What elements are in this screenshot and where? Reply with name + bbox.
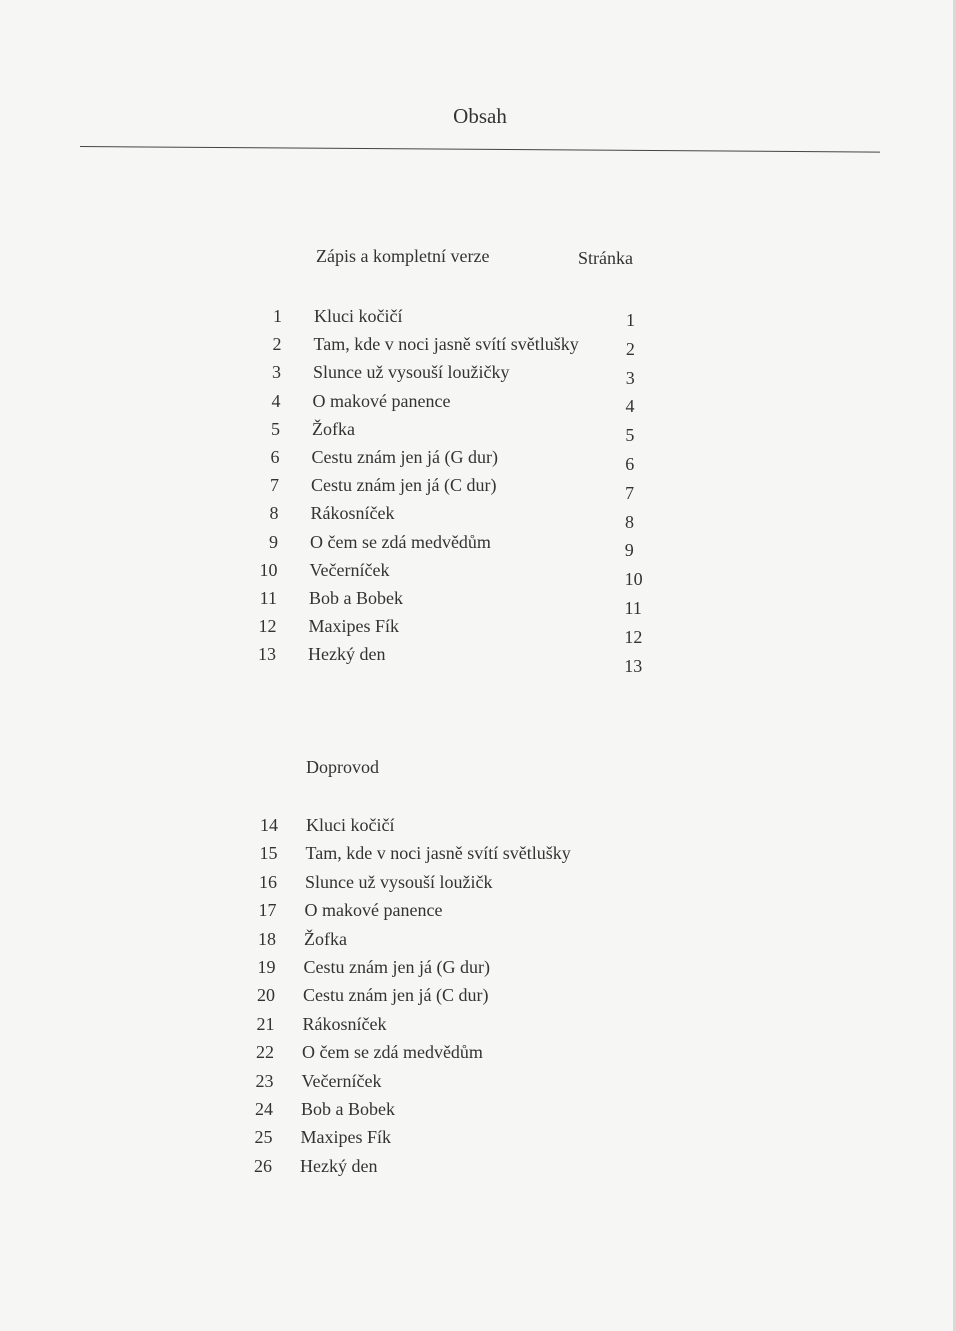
toc-row	[0, 1154, 956, 1178]
toc-row-title: Hezký den	[308, 644, 386, 665]
toc-row-title: Kluci kočičí	[306, 815, 395, 835]
toc-row-number: 11	[259, 588, 277, 608]
toc-row-page: 4	[625, 396, 635, 417]
toc-row-page: 12	[624, 626, 643, 647]
toc-row-number: 15	[259, 843, 278, 864]
toc-row-title: Bob a Bobek	[301, 1099, 395, 1119]
page-column-heading: Stránka	[578, 248, 633, 268]
toc-row-title: Slunce už vysouší loužičk	[305, 871, 493, 892]
toc-row-title: Cestu znám jen já (C dur)	[303, 985, 489, 1006]
toc-row	[0, 955, 956, 979]
section-heading-notation: Zápis a kompletní verze	[316, 246, 490, 266]
toc-row-number: 22	[256, 1042, 274, 1063]
toc-row-number: 7	[270, 475, 279, 496]
toc-row-number: 23	[255, 1070, 274, 1091]
toc-row-title: O makové panence	[312, 390, 451, 411]
toc-row-number: 16	[259, 871, 277, 892]
toc-row-title: Cestu znám jen já (C dur)	[311, 475, 497, 496]
toc-row	[0, 898, 956, 922]
toc-row-page: 1	[626, 310, 635, 330]
toc-row-number: 14	[260, 815, 278, 835]
toc-row-number: 13	[258, 644, 276, 665]
toc-row-page: 11	[624, 598, 642, 618]
toc-row-number: 9	[269, 531, 278, 552]
toc-row-number: 24	[255, 1099, 273, 1119]
toc-row-page: 8	[624, 511, 634, 532]
toc-row-page: 3	[625, 367, 635, 388]
toc-row-title: Večerníček	[309, 559, 390, 580]
toc-row-title: O makové panence	[304, 900, 443, 921]
toc-row	[0, 1012, 956, 1036]
toc-row-page: 9	[624, 540, 634, 561]
toc-row	[0, 983, 956, 1007]
toc-row	[0, 841, 956, 865]
page-title: Obsah	[453, 104, 507, 128]
toc-row-number: 8	[269, 503, 279, 524]
toc-row	[0, 1069, 956, 1093]
toc-row-number: 20	[257, 985, 275, 1006]
toc-row-title: O čem se zdá medvědům	[310, 531, 491, 552]
toc-row-title: Maxipes Fík	[300, 1127, 392, 1148]
toc-row-number: 1	[273, 306, 282, 326]
toc-row-number: 12	[258, 616, 277, 637]
toc-row	[0, 1125, 956, 1149]
toc-row-number: 4	[271, 390, 281, 411]
toc-row	[0, 927, 956, 951]
toc-row-title: O čem se zdá medvědům	[302, 1042, 483, 1063]
toc-row-title: Tam, kde v noci jasně svítí světlušky	[313, 334, 579, 355]
toc-row-title: Večerníček	[301, 1070, 382, 1091]
toc-row-number: 3	[272, 362, 281, 383]
toc-row-page: 7	[625, 482, 635, 503]
toc-row-title: Cestu znám jen já (G dur)	[303, 957, 490, 977]
toc-row-page: 2	[625, 338, 635, 359]
toc-row-number: 26	[254, 1155, 272, 1176]
toc-row-title: Rákosníček	[302, 1013, 387, 1034]
toc-row-page: 10	[624, 569, 643, 590]
section-heading-accompaniment: Doprovod	[306, 757, 379, 777]
toc-row-number: 17	[258, 900, 277, 921]
toc-row-title: Bob a Bobek	[309, 588, 403, 608]
toc-row	[0, 813, 956, 837]
toc-row-title: Žofka	[312, 418, 355, 439]
toc-row-title: Cestu znám jen já (G dur)	[311, 447, 498, 467]
toc-row-title: Maxipes Fík	[308, 616, 400, 637]
toc-row-title: Kluci kočičí	[314, 306, 403, 326]
toc-row-number: 2	[272, 334, 282, 355]
toc-row-title: Tam, kde v noci jasně svítí světlušky	[305, 843, 571, 864]
toc-row-number: 10	[259, 559, 278, 580]
toc-row-page: 5	[625, 425, 635, 446]
toc-row-title: Rákosníček	[310, 503, 395, 524]
toc-row-title: Žofka	[304, 928, 347, 949]
toc-row	[0, 1040, 956, 1064]
toc-row	[0, 870, 956, 894]
toc-row-title: Slunce už vysouší loužičky	[313, 362, 510, 383]
toc-row-number: 19	[257, 957, 276, 977]
toc-row-title: Hezký den	[300, 1155, 378, 1176]
toc-row-number: 25	[254, 1127, 273, 1148]
toc-row-number: 21	[256, 1013, 275, 1034]
toc-row-number: 6	[270, 447, 280, 467]
toc-row	[0, 1097, 956, 1121]
toc-row-number: 18	[258, 928, 276, 949]
toc-row-page: 6	[625, 454, 635, 474]
toc-row-page: 13	[624, 655, 643, 676]
toc-row-number: 5	[271, 418, 280, 439]
